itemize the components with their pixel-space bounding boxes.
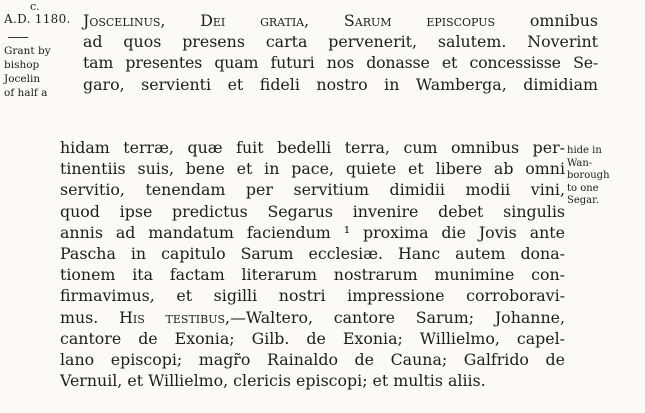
margin-note-line: Wan- bbox=[567, 157, 593, 169]
charter-opening-rest: omnibus bbox=[495, 11, 598, 30]
charter-issuer: Joscelinus, Dei gratia, Sarum episcopus bbox=[83, 11, 496, 30]
charter-line: tam presentes quam futuri nos donasse et concessisse Se- bbox=[83, 53, 598, 73]
margin-note-line: to one bbox=[567, 182, 599, 194]
charter-line: tinentiis suis, bene et in pace, quiete et libere ab omni bbox=[60, 159, 565, 179]
charter-line: garo, servienti et fideli nostro in Wamberga, dimidiam bbox=[83, 74, 598, 94]
charter-line: cantore de Exonia; Gilb. de Exonia; Willielmo, capel- bbox=[60, 328, 565, 348]
margin-note-line: hide in bbox=[567, 145, 602, 156]
margin-note-line: Jocelin bbox=[4, 73, 41, 85]
margin-note-left bbox=[4, 44, 68, 100]
date-divider bbox=[8, 37, 28, 38]
charter-line bbox=[83, 10, 598, 31]
witness-list-start: —Waltero, cantore Sarum; Johanne, bbox=[230, 307, 565, 327]
charter-line: quod ipse predictus Segarus invenire debet singulis bbox=[60, 201, 565, 221]
margin-note-right bbox=[567, 145, 643, 208]
charter-line: hidam terræ, quæ fuit bedelli terra, cum omnibus per- bbox=[60, 138, 565, 157]
charter-line: Pascha in capitulo Sarum ecclesiæ. Hanc autem dona- bbox=[60, 244, 565, 264]
charter-line: tionem ita factam literarum nostrarum munimine con- bbox=[60, 265, 565, 285]
charter-line: ad quos presens carta pervenerit, salutem. Noverint bbox=[83, 32, 598, 52]
date-circa: c. bbox=[30, 0, 40, 13]
date-year: A.D. 1180. bbox=[4, 12, 71, 26]
charter-text-opening bbox=[83, 10, 598, 95]
charter-line: annis ad mandatum faciendum ¹ proxima die Jovis ante bbox=[60, 222, 565, 242]
margin-note-line: borough bbox=[567, 170, 610, 181]
charter-line: servitio, tenendam per servitium dimidii modii vini, bbox=[60, 180, 565, 200]
charter-line: firmavimus, et sigilli nostri impressione corroboravi- bbox=[60, 286, 565, 306]
charter-line-start: mus. bbox=[60, 307, 99, 327]
margin-note-line: of half a bbox=[4, 87, 48, 99]
charter-text-body bbox=[60, 137, 565, 391]
charter-line: Vernuil, et Willielmo, clericis episcopi; et multis aliis. bbox=[60, 371, 486, 391]
margin-note-line: Grant by bbox=[4, 45, 51, 57]
witness-label: His testibus, bbox=[119, 307, 231, 327]
margin-note-line: Segar. bbox=[567, 195, 599, 206]
charter-line: lano episcopi; magr̃o Rainaldo de Cauna; Galfrido de bbox=[60, 350, 565, 370]
margin-note-line: bishop bbox=[4, 59, 40, 71]
charter-line bbox=[60, 307, 565, 328]
